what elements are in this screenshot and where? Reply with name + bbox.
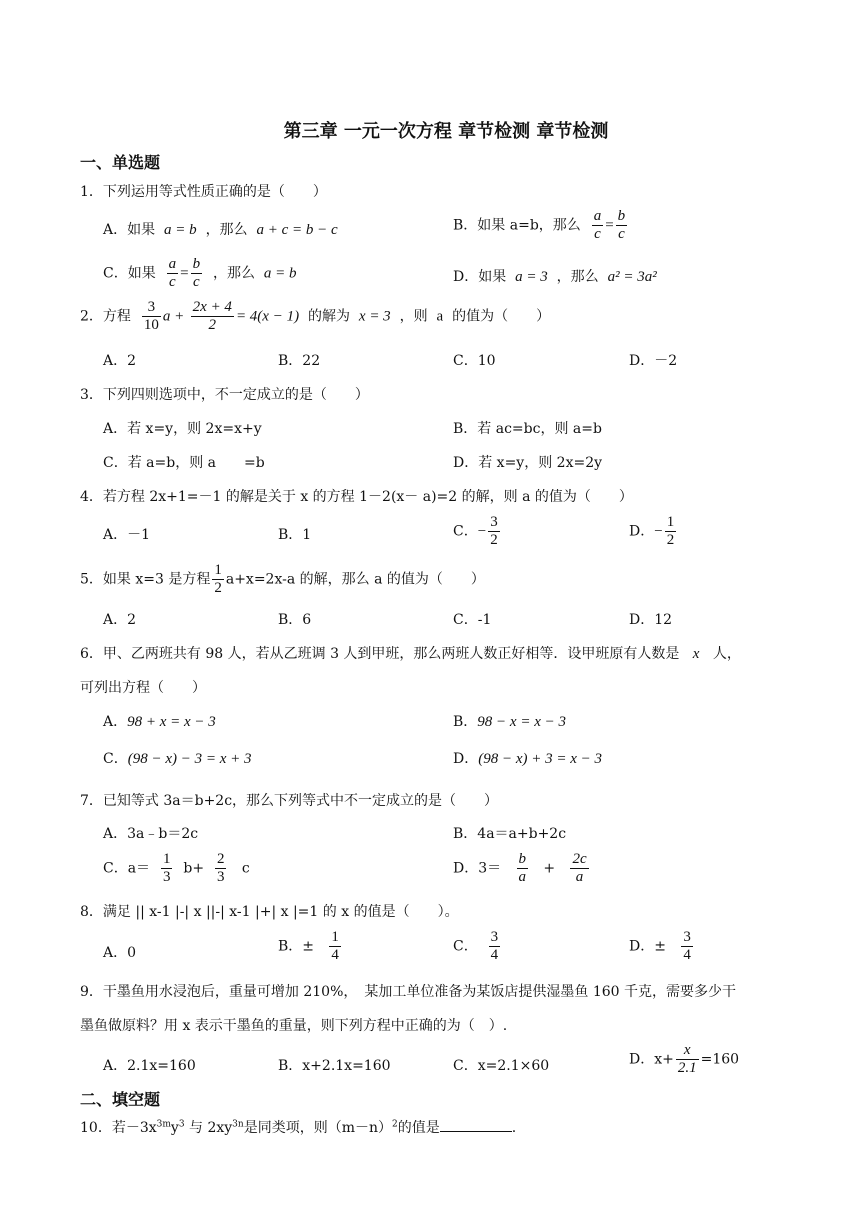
question-4-option-a: A．－1 [103, 527, 151, 543]
math-variable: x [692, 646, 700, 662]
question-text: . [511, 1120, 517, 1136]
question-10-stem [80, 1117, 516, 1137]
question-9-stem-line-1: 9．干墨鱼用水浸泡后，重量可增加 210%， 某加工单位准备为某饭店提供湿墨鱼 160 千克，需要多少干 [80, 984, 737, 1000]
section-heading-fill-blank: 二、填空题 [80, 1090, 161, 1109]
question-9-option-b: B．x+2.1x=160 [278, 1058, 391, 1074]
question-6-stem-line-1 [80, 643, 741, 663]
question-3-option-a: A．若 x=y，则 2x=x+y [103, 421, 262, 437]
question-2-option-a: A．2 [103, 353, 137, 369]
fraction: $\frac{1}{4}$ [331, 929, 339, 963]
answer-blank[interactable] [440, 1119, 512, 1132]
option-label: C．a＝ [103, 860, 151, 877]
exponent: 3 [178, 1119, 185, 1130]
fraction: $\frac{1}{2}$ [214, 562, 222, 596]
option-text: ，那么 [556, 269, 599, 285]
question-2-option-c: C．10 [453, 353, 496, 369]
question-5-option-c: C．-1 [453, 612, 492, 628]
option-label: C．如果 [103, 265, 156, 282]
math-expression: 98 − x = x − 3 [477, 714, 566, 730]
option-text: c [241, 860, 250, 877]
question-3-stem: 3．下列四则选项中，不一定成立的是（ ） [80, 387, 369, 403]
fraction: $\frac{3}{4}$ [490, 929, 499, 963]
question-1-option-a [103, 219, 338, 239]
fraction: $\frac{b}{a}$ [518, 851, 526, 885]
question-7-option-a: A．3a﹣b＝2c [103, 826, 199, 842]
option-label: D．± [629, 938, 666, 955]
question-text: 2．方程 [80, 308, 131, 325]
question-text: 的值是 [397, 1120, 440, 1136]
option-label: B．± [278, 938, 315, 955]
math-operator: = [180, 265, 189, 282]
option-label: C． [453, 938, 478, 955]
question-8-stem: 8．满足 || x-1 |-| x ||-| x-1 |+| x |=1 的 x 的值是（ ）。 [80, 904, 459, 920]
question-text: 5．如果 x=3 是方程 [80, 571, 211, 588]
question-text: 是同类项，则（m－n） [243, 1120, 392, 1136]
option-label: D． [629, 523, 655, 540]
question-4-option-c [453, 514, 502, 549]
fraction: $\frac{b}{c}$ [192, 256, 201, 290]
question-text: 6．甲、乙两班共有 98 人，若从乙班调 3 人到甲班，那么两班人数正好相等．设甲班原有人数是 [80, 646, 680, 662]
question-5-option-b: B．6 [278, 612, 312, 628]
question-9-option-d [629, 1042, 739, 1077]
math-expression: a = b [263, 265, 297, 282]
question-text: 10．若－3x [80, 1120, 157, 1136]
question-8-option-d [629, 929, 695, 964]
math-expression: a + c = b − c [256, 222, 338, 238]
question-text: 与 2xy [189, 1120, 233, 1136]
option-label: B． [453, 714, 478, 730]
question-text: a+x=2x-a 的解，那么 a 的值为（ ） [225, 571, 485, 588]
fraction: $\frac{1}{3}$ [162, 851, 171, 885]
fraction: $\frac{a}{c}$ [168, 256, 177, 290]
math-expression: a + [162, 308, 185, 325]
question-8-option-c [453, 929, 502, 964]
option-label: D．x+ [629, 1051, 674, 1068]
question-9-stem-line-2: 墨鱼做原料？用 x 表示干墨鱼的重量，则下列方程中正确的为（ ）. [80, 1018, 508, 1034]
question-1-option-b [453, 208, 629, 243]
math-operator: − [477, 523, 487, 540]
option-label: D．3＝ [453, 860, 502, 877]
question-5-stem [80, 562, 485, 597]
fraction: $\frac{a}{c}$ [593, 208, 602, 242]
math-expression: x = 3 [358, 308, 391, 325]
option-label: C． [103, 751, 128, 767]
question-3-option-d: D．若 x=y，则 2x=2y [453, 455, 603, 471]
math-expression: a = 3 [515, 269, 548, 285]
option-label: D．如果 [453, 269, 507, 285]
option-text: ，那么 [205, 222, 248, 238]
question-5-option-a: A．2 [103, 612, 137, 628]
exponent: 3m [156, 1119, 171, 1130]
question-6-stem-line-2: 可列出方程（ ） [80, 680, 206, 696]
math-variable: a [436, 308, 444, 325]
fraction: $\frac{1}{2}$ [666, 514, 675, 548]
question-text: 的值为（ ） [452, 308, 551, 325]
question-8-option-a: A．0 [103, 945, 137, 961]
question-1-stem: 1．下列运用等式性质正确的是（ ） [80, 184, 327, 200]
question-text: y [170, 1120, 179, 1136]
fraction: $\frac{2}{3}$ [216, 851, 225, 885]
option-label: A． [103, 714, 128, 730]
question-6-option-c [103, 748, 252, 768]
page-title: 第三章 一元一次方程 章节检测 章节检测 [283, 121, 609, 142]
question-9-option-c: C．x=2.1×60 [453, 1058, 550, 1074]
math-expression: 98 + x = x − 3 [127, 714, 216, 730]
question-9-option-a: A．2.1x=160 [103, 1058, 196, 1074]
exponent: 3n [232, 1119, 244, 1130]
question-7-option-d [453, 851, 591, 886]
math-expression: a² = 3a² [607, 269, 657, 285]
math-operator: = [605, 217, 614, 234]
question-8-option-b [278, 929, 343, 964]
fraction: $\frac{b}{c}$ [617, 208, 626, 242]
question-7-option-c [103, 851, 250, 886]
option-label: A．如果 [103, 222, 156, 238]
option-label: B．如果 a=b，那么 [453, 217, 581, 234]
question-6-option-a [103, 711, 216, 731]
option-text: b+ [183, 860, 205, 877]
exponent: 2 [392, 1119, 398, 1130]
question-text: 的解为 [308, 308, 350, 325]
question-text: 人， [712, 646, 741, 662]
fraction: $\frac{3}{2}$ [490, 514, 498, 548]
question-6-option-d [453, 748, 602, 768]
option-label: D． [453, 751, 479, 767]
question-1-option-d [453, 266, 657, 286]
option-text: =160 [700, 1051, 740, 1068]
math-operator: − [654, 523, 663, 540]
question-5-option-d: D．12 [629, 612, 673, 628]
question-3-option-c: C．若 a=b，则 a =b [103, 455, 265, 471]
question-7-stem: 7．已知等式 3a＝b+2c，那么下列等式中不一定成立的是（ ） [80, 793, 499, 809]
question-2-option-d: D．－2 [629, 353, 678, 369]
question-3-option-b: B．若 ac=bc，则 a=b [453, 421, 602, 437]
question-7-option-b: B．4a＝a+b+2c [453, 826, 567, 842]
question-4-stem: 4．若方程 2x+1=－1 的解是关于 x 的方程 1－2(x－ a)=2 的解，则 a 的值为（ ） [80, 489, 633, 505]
option-label: C． [453, 523, 478, 540]
math-expression: a = b [164, 222, 197, 238]
question-2-stem [80, 299, 550, 334]
math-expression: (98 − x) + 3 = x − 3 [478, 751, 603, 767]
math-expression: (98 − x) − 3 = x + 3 [127, 751, 252, 767]
fraction: $\frac{2c}{a}$ [572, 851, 587, 885]
math-expression: = 4(x − 1) [235, 308, 300, 325]
option-text: + [543, 860, 556, 877]
question-4-option-b: B．1 [278, 527, 312, 543]
question-text: ，则 [399, 308, 428, 325]
fraction: $\frac{x}{2.1}$ [677, 1042, 697, 1076]
fraction: $\frac{2x + 4}{2}$ [192, 299, 232, 333]
option-text: ，那么 [213, 265, 255, 282]
question-2-option-b: B．22 [278, 353, 321, 369]
section-heading-single-choice: 一、单选题 [80, 153, 161, 172]
question-1-option-c [103, 256, 297, 291]
question-6-option-b [453, 711, 566, 731]
fraction: $\frac{3}{10}$ [143, 299, 159, 333]
question-4-option-d [629, 514, 678, 549]
fraction: $\frac{3}{4}$ [683, 929, 691, 963]
